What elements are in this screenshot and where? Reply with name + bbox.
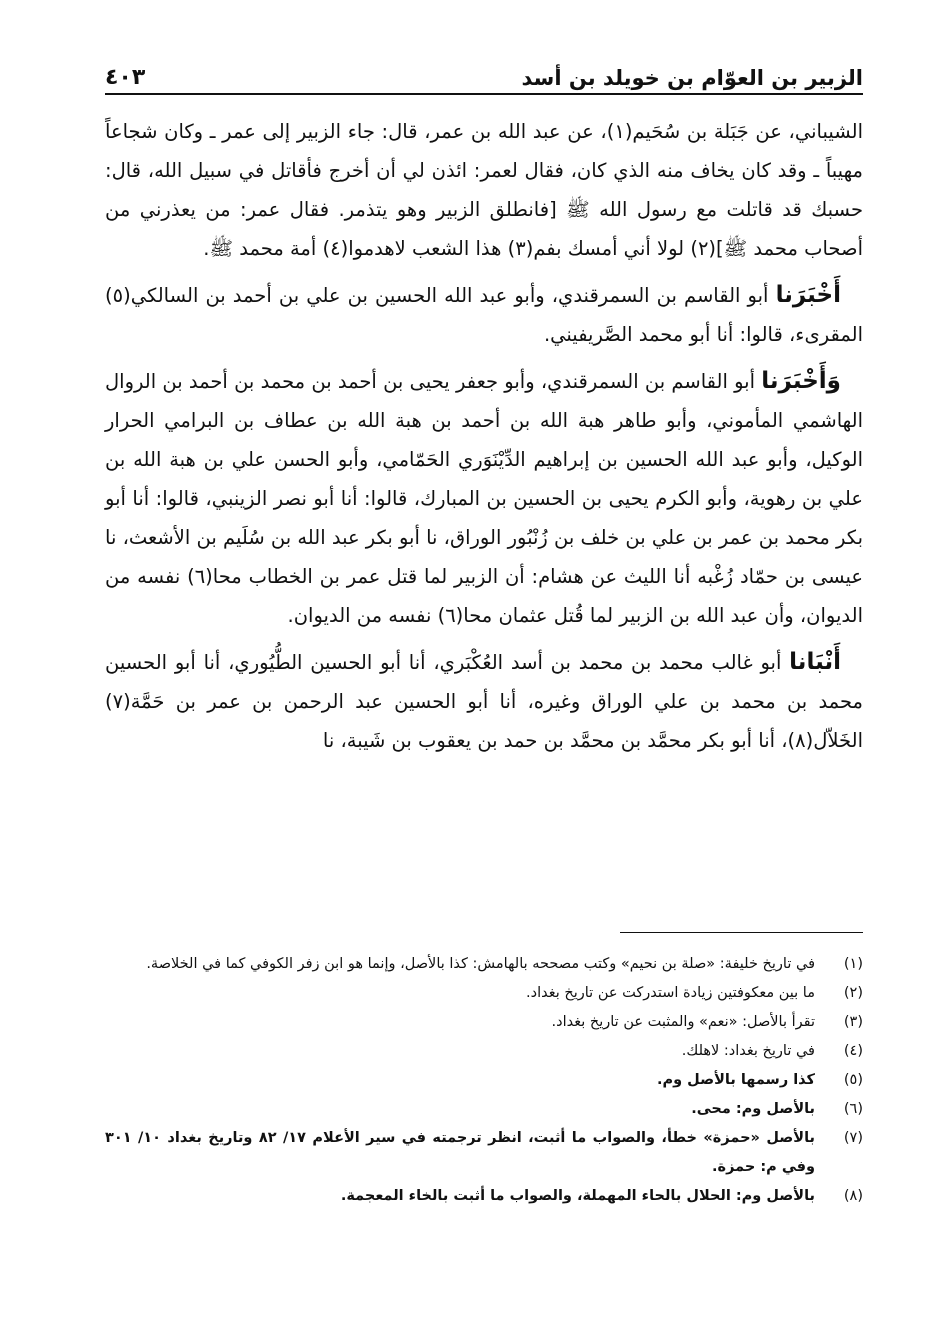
paragraph-text: أبو القاسم بن السمرقندي، وأبو جعفر يحيى بن أحمد بن محمد بن أحمد بن الروال الهاشمي المأموني، وأبو طاهر هبة الله بن أحمد بن هبة الله بن عطاف بن البرامي الحرار الوكيل، وأبو عبد الله الحسين بن إبراهيم الدِّيْنَوَري الحَمّامي، وأبو الحسن علي بن هبة الله بن علي بن رهوية، وأبو الكرم يحيى بن الحسين بن المبارك، قالوا: أنا أبو نصر الزينبي، قالوا: أنا أبو بكر محمد بن عمر بن علي بن خلف بن زُنْبُور الوراق، نا أبو بكر عبد الله بن سُلَيم بن الأشعث، نا عيسى بن حمّاد زُغْبه أنا الليث عن هشام: أن الزبير لما قتل عمر بن الخطاب محا(٦) نفسه من الديوان، وأن عبد الله بن الزبير لما قُتل عثمان محا(٦) نفسه من الديوان. <box>105 370 863 627</box>
footnote-8 <box>105 1182 863 1211</box>
paragraph-lead-word: وَأَخْبَرَنا <box>761 368 841 394</box>
footnote-text: بالأصل «حمزة» خطأ، والصواب ما أثبت، انظر ترجمته في سير الأعلام ١٧/ ٨٢ وتاريخ بغداد ١٠/ ٣٠١ وفي م: حمزة. <box>105 1130 815 1175</box>
footnote-text: بالأصل وم: محى. <box>691 1101 815 1117</box>
footnote-number: (٧) <box>843 1130 863 1146</box>
footnote-text: ما بين معكوفتين زيادة استدركت عن تاريخ بغداد. <box>526 985 815 1001</box>
running-header-title: الزبير بن العوّام بن خويلد بن أسد <box>521 66 863 90</box>
footnote-6 <box>105 1095 863 1124</box>
footnote-1 <box>105 950 863 979</box>
footnote-text: في تاريخ خليفة: «صلة بن نحيم» وكتب مصححه بالهامش: كذا بالأصل، وإنما هو ابن زفر الكوفي كما في الخلاصة. <box>146 956 815 972</box>
footnote-text: في تاريخ بغداد: لاهلك. <box>681 1043 815 1059</box>
footnote-number: (٥) <box>843 1072 863 1088</box>
footnote-3 <box>105 1008 863 1037</box>
paragraph-text: الشيباني، عن جَبَلة بن سُحَيم(١)، عن عبد الله بن عمر، قال: جاء الزبير إلى عمر ـ وكان شجاعاً مهيباً ـ وقد كان يخاف منه الذي كان، فقال لعمر: ائذن لي أن أخرج فأقاتل في سبيل الله، قال: حسبك قد قاتلت مع رسول الله ﷺ [فانطلق الزبير وهو يتذمر. فقال عمر: من يعذرني من أصحاب محمد ﷺ](٢) لولا أني أمسك بفم(٣) هذا الشعب لاهدموا(٤) أمة محمد ﷺ. <box>105 120 863 260</box>
page-number: ٤٠٣ <box>105 65 146 90</box>
footnote-5 <box>105 1066 863 1095</box>
footnote-2 <box>105 979 863 1008</box>
main-text <box>105 112 863 768</box>
paragraph-lead-word: أَخْبَرَنا <box>775 282 842 308</box>
footnote-text: تقرأ بالأصل: «نعم» والمثبت عن تاريخ بغداد. <box>551 1014 815 1030</box>
footnote-divider <box>620 932 863 933</box>
paragraph-text: أبو غالب محمد بن محمد بن أسد العُكْبَري، أنا أبو الحسين الطُّيُوري، أنا أبو الحسين محمد بن محمد بن علي الوراق وغيره، أنا أبو الحسين عبد الرحمن بن عمر بن حَمَّة(٧) الخَلاّل(٨)، أنا أبو بكر محمَّد بن محمَّد بن حمد بن يعقوب بن شَيبة، نا <box>105 651 863 752</box>
footnote-text: كذا رسمها بالأصل وم. <box>656 1072 815 1088</box>
paragraph-2 <box>105 276 863 354</box>
footnote-number: (٤) <box>843 1043 863 1059</box>
footnote-text: بالأصل وم: الحلال بالحاء المهملة، والصواب ما أثبت بالخاء المعجمة. <box>340 1188 815 1204</box>
paragraph-4 <box>105 643 863 760</box>
header-divider <box>105 93 863 95</box>
paragraph-1 <box>105 112 863 268</box>
paragraph-text: أبو القاسم بن السمرقندي، وأبو عبد الله الحسين بن علي بن أحمد بن السالكي(٥) المقرىء، قالوا: أنا أبو محمد الصَّريفيني. <box>105 284 863 346</box>
paragraph-3 <box>105 362 863 635</box>
footnote-number: (٣) <box>843 1014 863 1030</box>
paragraph-lead-word: أَنْبَانا <box>789 649 841 675</box>
footnote-7 <box>105 1124 863 1182</box>
footnote-number: (٨) <box>843 1188 863 1204</box>
running-header <box>105 48 863 90</box>
footnotes <box>105 950 863 1211</box>
footnote-number: (١) <box>843 956 863 972</box>
footnote-4 <box>105 1037 863 1066</box>
footnote-number: (٦) <box>843 1101 863 1117</box>
footnote-number: (٢) <box>843 985 863 1001</box>
